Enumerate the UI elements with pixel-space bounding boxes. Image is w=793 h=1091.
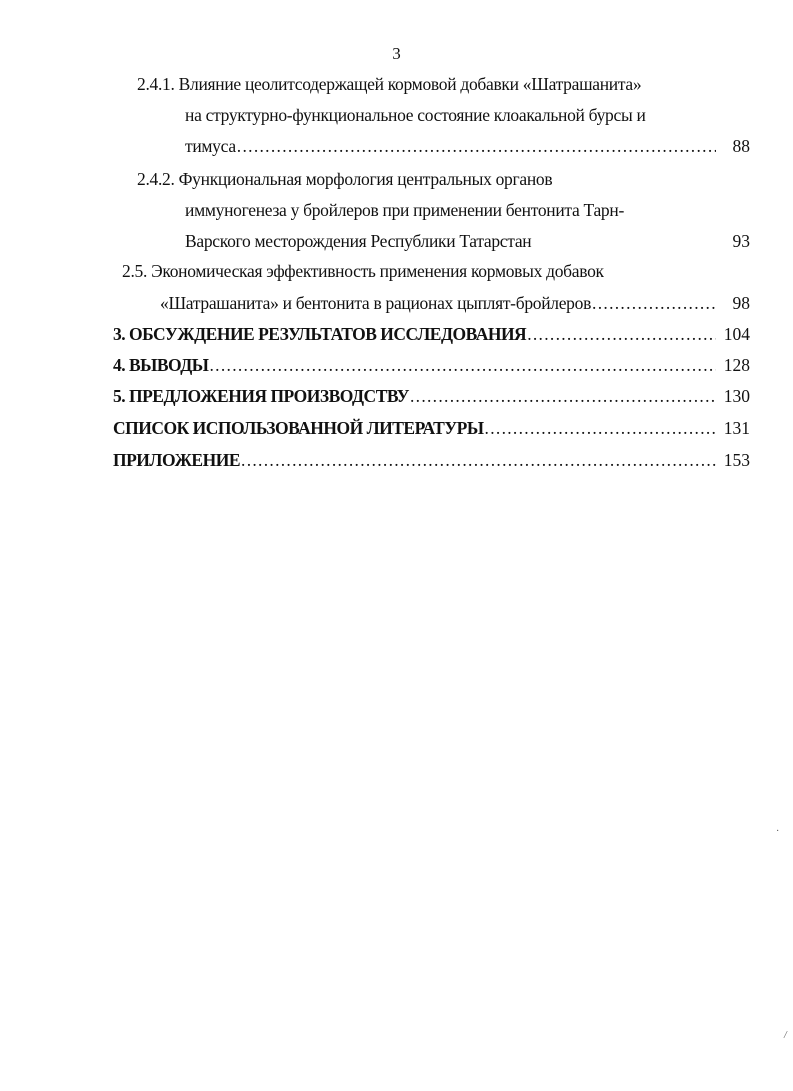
dot-leader <box>237 136 716 157</box>
toc-page-number: 153 <box>723 450 750 470</box>
toc-line <box>185 200 745 224</box>
toc-line <box>122 261 722 285</box>
toc-line[interactable] <box>113 324 750 348</box>
scan-speck: · <box>776 826 780 837</box>
toc-entry-text: СПИСОК ИСПОЛЬЗОВАННОЙ ЛИТЕРАТУРЫ <box>113 418 484 438</box>
scan-mark: / <box>784 1030 787 1041</box>
toc-entry-text: 3. ОБСУЖДЕНИЕ РЕЗУЛЬТАТОВ ИССЛЕДОВАНИЯ <box>113 324 527 344</box>
toc-page-number: 131 <box>723 418 750 438</box>
toc-line[interactable] <box>160 293 750 317</box>
toc-entry-text: 4. ВЫВОДЫ <box>113 355 209 375</box>
toc-entry-text: 2.4.2. Функциональная морфология центральных органов <box>137 169 553 189</box>
toc-line[interactable] <box>113 386 750 410</box>
toc-line[interactable] <box>113 355 750 379</box>
toc-entry-text: 2.5. Экономическая эффективность применения кормовых добавок <box>122 261 604 281</box>
dot-leader <box>592 293 716 314</box>
toc-entry-text: ПРИЛОЖЕНИЕ <box>113 450 241 470</box>
toc-page-number: 104 <box>723 324 750 344</box>
toc-line <box>137 169 697 193</box>
toc-entry-text: тимуса <box>185 136 236 156</box>
toc-entry-text: Варского месторождения Республики Татарстан <box>185 231 532 251</box>
dot-leader <box>241 450 716 471</box>
toc-page-number: 98 <box>732 293 750 313</box>
toc-entry-text: на структурно-функциональное состояние клоакальной бурсы и <box>185 105 646 125</box>
toc-page-number: 93 <box>732 231 750 251</box>
toc-page-number: 88 <box>732 136 750 156</box>
page-number: 3 <box>392 44 401 63</box>
dot-leader <box>527 324 716 345</box>
toc-line <box>137 74 737 98</box>
toc-entry-text: «Шатрашанита» и бентонита в рационах цыплят-бройлеров <box>160 293 592 313</box>
dot-leader <box>485 418 716 439</box>
toc-page-number: 130 <box>723 386 750 406</box>
dot-leader <box>410 386 716 407</box>
toc-line <box>185 105 745 129</box>
toc-entry-text: 2.4.1. Влияние цеолитсодержащей кормовой добавки «Шатрашанита» <box>137 74 642 94</box>
toc-line[interactable] <box>113 450 750 474</box>
toc-entry-text: 5. ПРЕДЛОЖЕНИЯ ПРОИЗВОДСТВУ <box>113 386 409 406</box>
toc-line[interactable] <box>185 231 750 255</box>
toc-line[interactable] <box>113 418 750 442</box>
dot-leader <box>210 355 717 376</box>
toc-entry-text: иммуногенеза у бройлеров при применении бентонита Тарн- <box>185 200 624 220</box>
toc-page-number: 128 <box>723 355 750 375</box>
toc-line[interactable] <box>185 136 750 160</box>
